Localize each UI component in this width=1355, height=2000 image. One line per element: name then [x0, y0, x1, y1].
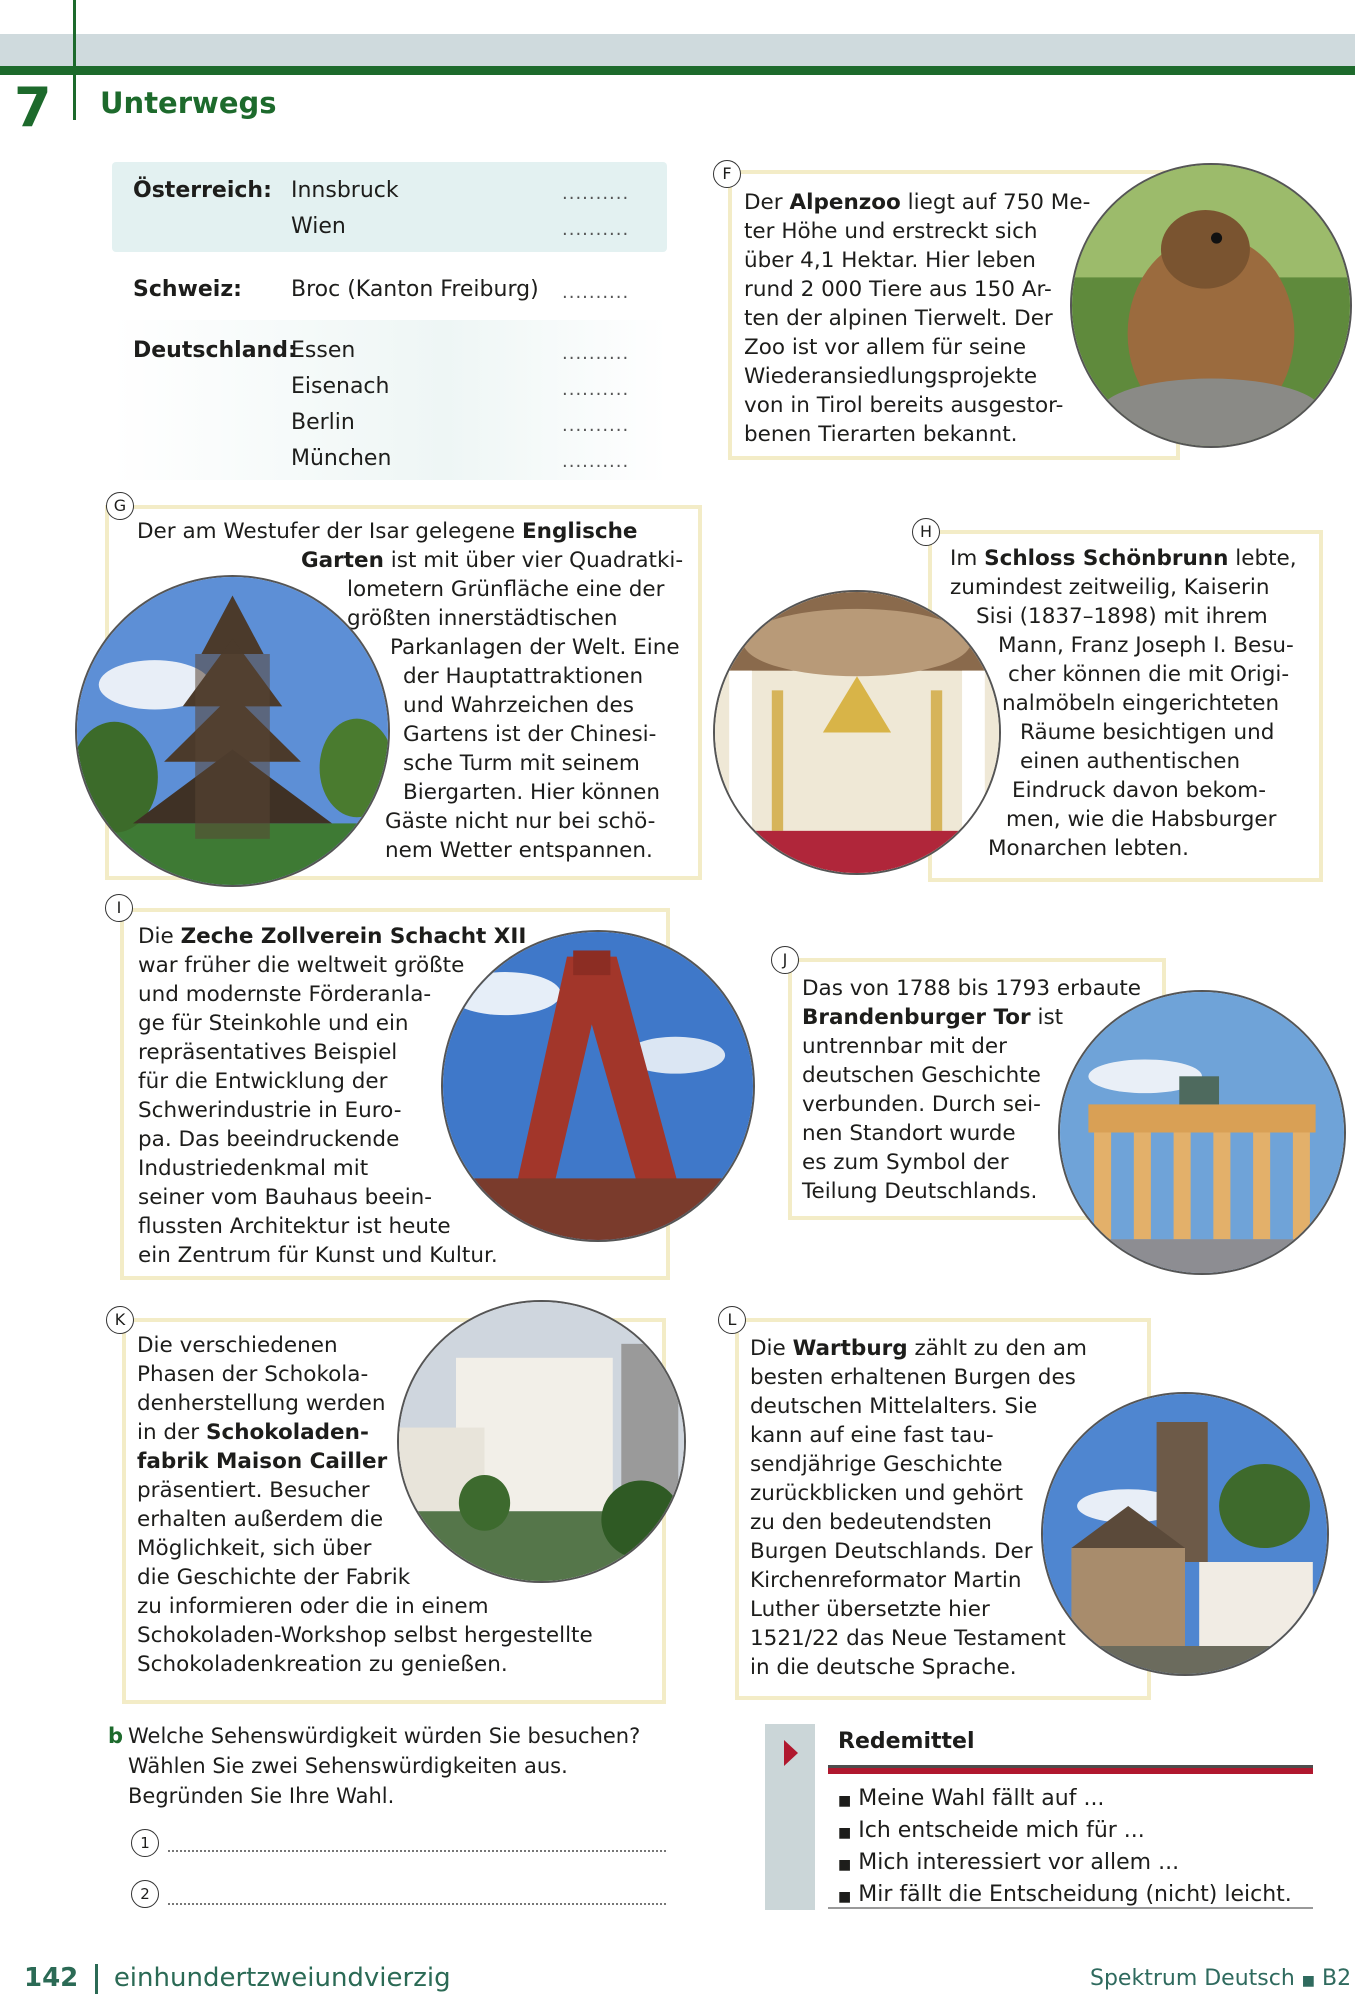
top-band — [0, 34, 1355, 68]
book-title: Spektrum Deutsch — [1090, 1966, 1295, 1991]
text-line: deutschen Geschichte — [802, 1063, 1041, 1088]
top-rule — [0, 66, 1355, 75]
text-line: Die Zeche Zollverein Schacht XII — [138, 924, 527, 949]
text-line: Wiederansiedlungsprojekte — [744, 364, 1038, 389]
text-line: zurückblicken und gehört — [750, 1481, 1024, 1506]
text-line: Möglichkeit, sich über — [137, 1536, 372, 1561]
answer-line-2[interactable] — [168, 1903, 666, 1905]
redemittel-rule — [828, 1765, 1313, 1774]
footer-page — [24, 1963, 451, 1994]
text-line: Im Schloss Schönbrunn lebte, — [950, 546, 1297, 571]
redemittel-bottom-rule — [828, 1907, 1313, 1909]
text-line: größten innerstädtischen — [347, 606, 618, 631]
text-line: Brandenburger Tor ist — [802, 1005, 1064, 1030]
text-line: Schokoladenkreation zu genießen. — [137, 1652, 508, 1677]
text-line: Eindruck davon bekom- — [1012, 778, 1266, 803]
text-line: Gartens ist der Chinesi- — [403, 722, 657, 747]
text-line: zu den bedeutendsten — [750, 1510, 992, 1535]
text-line: lometern Grünfläche eine der — [347, 577, 665, 602]
mine-tower-photo — [441, 930, 755, 1242]
redemittel-title: Redemittel — [838, 1729, 975, 1754]
text-line: in die deutsche Sprache. — [750, 1655, 1017, 1680]
city-label: Essen — [291, 338, 356, 363]
answer-blank[interactable]: .......... — [562, 282, 630, 303]
card-label: F — [713, 160, 741, 188]
task-line: Wählen Sie zwei Sehenswürdigkeiten aus. — [128, 1754, 568, 1778]
list-item: ■ Mir fällt die Entscheidung (nicht) leicht. — [838, 1882, 1292, 1907]
text-line: für die Entwicklung der — [138, 1069, 388, 1094]
card-label: J — [771, 946, 799, 974]
text-line: Biergarten. Hier können — [403, 780, 661, 805]
text-line: 1521/22 das Neue Testament — [750, 1626, 1066, 1651]
city-label: Innsbruck — [291, 178, 399, 203]
text-line: Sisi (1837–1898) mit ihrem — [976, 604, 1268, 629]
text-line: Der am Westufer der Isar gelegene Englische — [137, 519, 638, 544]
text-line: besten erhaltenen Burgen des — [750, 1365, 1076, 1390]
card-label: H — [912, 518, 940, 546]
redemittel-list — [838, 1784, 1292, 1912]
text-line: nem Wetter entspannen. — [385, 838, 653, 863]
page-number-word: einhundertzweiundvierzig — [113, 1963, 451, 1993]
text-line: Räume besichtigen und — [1020, 720, 1275, 745]
text-line: ge für Steinkohle und ein — [138, 1011, 409, 1036]
text-line: Parkanlagen der Welt. Eine — [390, 635, 680, 660]
palace-hall-photo — [713, 590, 1001, 875]
city-label: Berlin — [291, 410, 355, 435]
text-line: Teilung Deutschlands. — [802, 1179, 1038, 1204]
text-line: einen authentischen — [1020, 749, 1241, 774]
text-line: Monarchen lebten. — [988, 836, 1189, 861]
task-line: Begründen Sie Ihre Wahl. — [128, 1784, 395, 1808]
text-line: denherstellung werden — [137, 1391, 386, 1416]
text-line: Schokoladen-Workshop selbst hergestellte — [137, 1623, 593, 1648]
text-line: fabrik Maison Cailler — [137, 1449, 388, 1474]
chinese-tower-photo — [75, 575, 390, 887]
city-label: Eisenach — [291, 374, 390, 399]
text-line: Mann, Franz Joseph I. Besu- — [998, 633, 1294, 658]
text-line: Luther übersetzte hier — [750, 1597, 990, 1622]
answer-line-1[interactable] — [168, 1850, 666, 1852]
text-line: zu informieren oder die in einem — [137, 1594, 489, 1619]
text-line: in der Schokoladen- — [137, 1420, 369, 1445]
text-line: von in Tirol bereits ausgestor- — [744, 393, 1064, 418]
text-line: Phasen der Schokola- — [137, 1362, 369, 1387]
text-line: die Geschichte der Fabrik — [137, 1565, 411, 1590]
text-line: Die verschiedenen — [137, 1333, 338, 1358]
text-line: zumindest zeitweilig, Kaiserin — [950, 575, 1270, 600]
text-line: ter Höhe und erstreckt sich — [744, 219, 1038, 244]
text-line: Gäste nicht nur bei schö- — [385, 809, 656, 834]
text-line: über 4,1 Hektar. Hier leben — [744, 248, 1036, 273]
text-line: erhalten außerdem die — [137, 1507, 384, 1532]
text-line: der Hauptattraktionen — [403, 664, 644, 689]
answer-number: 2 — [131, 1880, 159, 1908]
answer-blank[interactable]: .......... — [562, 379, 630, 400]
text-line: kann auf eine fast tau- — [750, 1423, 994, 1448]
text-line: Der Alpenzoo liegt auf 750 Me- — [744, 190, 1091, 215]
city-label: Broc (Kanton Freiburg) — [291, 277, 539, 302]
task-line: Welche Sehenswürdigkeit würden Sie besuchen? — [128, 1724, 641, 1748]
country-label: Deutschland: — [133, 338, 297, 363]
text-line: sendjährige Geschichte — [750, 1452, 1003, 1477]
text-line: Kirchenreformator Martin — [750, 1568, 1022, 1593]
list-item: ■ Ich entscheide mich für ... — [838, 1818, 1145, 1843]
card-label: L — [718, 1306, 746, 1334]
text-line: rund 2 000 Tiere aus 150 Ar- — [744, 277, 1052, 302]
answer-blank[interactable]: .......... — [562, 451, 630, 472]
text-line: nalmöbeln eingerichteten — [1002, 691, 1280, 716]
country-label: Schweiz: — [133, 277, 242, 302]
answer-blank[interactable]: .......... — [562, 183, 630, 204]
marmot-photo — [1070, 163, 1352, 448]
text-line: und modernste Förderanla- — [138, 982, 432, 1007]
play-arrow-icon — [784, 1740, 798, 1766]
task-letter: b — [108, 1724, 124, 1748]
text-line: Zoo ist vor allem für seine — [744, 335, 1027, 360]
text-line: benen Tierarten bekannt. — [744, 422, 1018, 447]
answer-number: 1 — [131, 1829, 159, 1857]
card-l-text — [750, 1334, 1087, 1682]
book-level: B2 — [1322, 1966, 1352, 1991]
text-line: deutschen Mittelalters. Sie — [750, 1394, 1038, 1419]
text-line: cher können die mit Origi- — [1008, 662, 1290, 687]
text-line: Burgen Deutschlands. Der — [750, 1539, 1033, 1564]
text-line: und Wahrzeichen des — [403, 693, 634, 718]
text-line: repräsentatives Beispiel — [138, 1040, 398, 1065]
chapter-title: Unterwegs — [100, 86, 277, 120]
text-line: es zum Symbol der — [802, 1150, 1009, 1175]
text-line: Die Wartburg zählt zu den am — [750, 1336, 1087, 1361]
answer-blank[interactable]: .......... — [562, 219, 630, 240]
text-line: ten der alpinen Tierwelt. Der — [744, 306, 1053, 331]
card-h-text — [950, 544, 1297, 863]
text-line: ein Zentrum für Kunst und Kultur. — [138, 1243, 498, 1268]
brandenburg-gate-photo — [1058, 990, 1346, 1275]
card-f-text — [744, 188, 1090, 449]
chapter-number: 7 — [14, 76, 52, 139]
list-item: ■ Meine Wahl fällt auf ... — [838, 1786, 1105, 1811]
card-label: G — [106, 492, 134, 520]
text-line: war früher die weltweit größte — [138, 953, 465, 978]
wartburg-castle-photo — [1041, 1392, 1329, 1676]
text-line: untrennbar mit der — [802, 1034, 1007, 1059]
country-label: Österreich: — [133, 178, 272, 203]
chocolate-factory-photo — [397, 1300, 686, 1583]
text-line: men, wie die Habsburger — [1006, 807, 1277, 832]
text-line: pa. Das beeindruckende — [138, 1127, 400, 1152]
card-label: K — [106, 1306, 134, 1334]
answer-blank[interactable]: .......... — [562, 415, 630, 436]
chapter-divider — [73, 0, 76, 120]
card-label: I — [105, 894, 133, 922]
answer-blank[interactable]: .......... — [562, 343, 630, 364]
footer-book: Spektrum Deutsch ■ B2 — [1090, 1966, 1352, 1991]
text-line: seiner vom Bauhaus beein- — [138, 1185, 433, 1210]
city-label: Wien — [291, 214, 346, 239]
text-line: Industriedenkmal mit — [138, 1156, 369, 1181]
page-number: 142 — [24, 1963, 79, 1993]
text-line: Schwerindustrie in Euro- — [138, 1098, 402, 1123]
text-line: nen Standort wurde — [802, 1121, 1016, 1146]
text-line: Das von 1788 bis 1793 erbaute — [802, 976, 1142, 1001]
list-item: ■ Mich interessiert vor allem ... — [838, 1850, 1180, 1875]
text-line: verbunden. Durch sei- — [802, 1092, 1041, 1117]
text-line: Garten ist mit über vier Quadratki- — [301, 548, 684, 573]
text-line: präsentiert. Besucher — [137, 1478, 370, 1503]
text-line: sche Turm mit seinem — [403, 751, 640, 776]
text-line: flussten Architektur ist heute — [138, 1214, 451, 1239]
city-label: München — [291, 446, 392, 471]
